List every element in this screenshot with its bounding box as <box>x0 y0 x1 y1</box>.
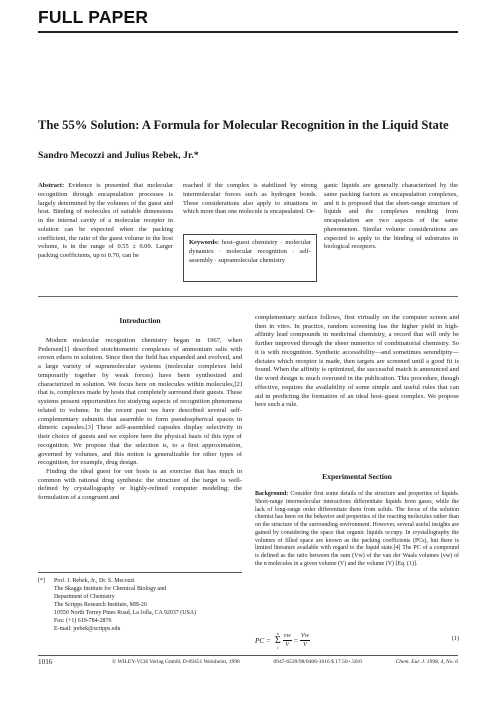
footnote-line: Fax: (+1) 619-784-2876 <box>54 618 112 624</box>
abstract-text-1: Evidence is presented that molecular recognition through encapsulation processes is largely determined by the volumes of the guest and host. Binding of molecules of suitable dimensions in the internal cavity of a molecular receptor in solution can be expected when the packing coefficient, the ratio of the guest volume to the host volume, is in the range of 0.55 ± 0.09. Larger packing coefficients, up to 0.70, can be <box>38 182 173 259</box>
introduction-paragraph-1: Modern molecular recognition chemistry began in 1967, when Pedersen[1] described stoichiometric complexes of ammonium salts with crown ethers in solution. Since then the field has expanded and evolved, and a large variety of supramolecular systems (molecular complexes held temporarily together by weak forces) have been synthesized and characterized in solution. We focus here on molecules within molecules,[2] that is, complexes made by hosts that completely surround their guests. These systems present opportunities for studying aspects of recognition phenomena related to volume. In the recent past we have described several self-complementary subunits that assemble to form pseudospherical spaces in dimeric capsules.[3] These self-assembled capsules display selectivity in their choice of guests and we explore here the physical basis of this type of recognition. We propose that the selection is, to a first approximation, governed by volumes, and this notion is generalizable for other types of recognition, for example, drug design. <box>38 337 242 467</box>
author-footnote <box>38 577 242 633</box>
equation-1 <box>255 623 459 659</box>
footnote-line: 10550 North Torrey Pines Road, La Jolla, CA 92037 (USA) <box>54 610 197 616</box>
footnote-email: E-mail: jrebek@scripps.edu <box>54 626 121 632</box>
experimental-body <box>255 491 459 569</box>
fraction-2-numerator: Vw <box>300 632 310 639</box>
keywords-text: host–guest chemistry · molecular dynamics · molecular recognition · self-assembly · supramolecular chemistry <box>189 239 312 264</box>
footnote-line: The Scripps Research Institute, MB-26 <box>54 602 147 608</box>
footnote-line: Department of Chemistry <box>54 594 115 600</box>
summation-top: n <box>276 631 279 636</box>
footnote-mark: [*] <box>38 578 45 584</box>
fraction-1-denominator: V <box>285 641 290 648</box>
page-number: 1016 <box>38 658 53 666</box>
footnote-line: Prof. J. Rebek, Jr., Dr. S. Mecozzi <box>54 578 135 584</box>
article-authors: Sandro Mecozzi and Julius Rebek, Jr.* <box>38 150 199 161</box>
fraction-2-denominator: V <box>302 641 307 648</box>
abstract-text-2: reached if the complex is stabilized by strong intermolecular forces such as hydrogen bonds. These considerations also apply to situations in which more than one molecule is encapsulated. Or- <box>183 182 317 216</box>
experimental-heading: Experimental Section <box>322 472 392 481</box>
equation-lhs: PC = <box>255 636 271 645</box>
header-label: FULL PAPER <box>38 7 149 27</box>
header-rule <box>38 31 458 33</box>
fraction-2 <box>300 632 310 649</box>
footer-journal: Chem. Eur. J. 1998, 4, No. 6 <box>395 658 458 665</box>
summation-bottom: i <box>277 645 279 650</box>
abstract-text-3: ganic liquids are generally characterized by the same packing factors as encapsulation complexes, and it is proposed that the short-range structure of liquids and the complexes resulting from encapsulation are two aspects of the same phenomenon. Similar volume considerations are expected to apply to the binding of substrates in biological receptors. <box>324 182 458 251</box>
abstract-column-3 <box>324 182 458 252</box>
experimental-text: Consider first some details of the structure and properties of liquids. Short-range intermolecular interactions differentiate liquids from gases, while the lack of long-range order differentiate them from solids. The focus of the solution chemist has been on the behavior and properties of the reacting molecules rather than on the structure of the surrounding environment. However, several useful insights are gained by considering the space that organic liquids occupy. In crystallography the volumes of filled space are known as the packing coefficients (PCs), but there is limited literature available with regard to the liquid state.[4] The PC of a compound is defined as the ratio between the sum (Vw) of the van der Waals volumes (vw) of the n molecules in a given volume (V) and the volume (V) [Eq. (1)]. <box>255 491 459 567</box>
introduction-paragraph-2: Finding the ideal guest for our hosts is an exercise that has much in common with rational drug synthesis: the structure of the target is well-defined by crystallography or highly-refined computer modeling; the formulation of a congruent and <box>38 468 242 502</box>
summation-symbol <box>275 631 281 650</box>
abstract-column-2 <box>183 182 317 217</box>
equation-equals: = <box>293 636 298 645</box>
footer-issn: 0947-6539/98/0406-1016 $ 17.50+.50/0 <box>273 658 362 665</box>
right-column-paragraph: complementary surface follows, first virtually on the computer screen and then in vitro. In practice, random screening has the higher yield in high-affinity lead compounds in medicinal chemistry, a record that will only be further improved through the sheer numerics of combinatorial chemistry. So it is with recognition. Synthetic accessibility—and sometimes serendipity—dictates which receptor is made, then targets are screened until a good fit is found. When the affinity is optimized, the successful match is announced and the word design is much overused in the publication. This procedure, though effective, requires the availability of some simple and useful rules that can aid in predicting the formation of an ideal host–guest complex. We propose here such a rule. <box>255 314 459 409</box>
fraction-1 <box>283 632 292 649</box>
abstract-label: Abstract: <box>38 182 65 189</box>
fraction-1-numerator: vw <box>283 632 291 639</box>
footer-info <box>112 659 458 665</box>
footnote-line: The Skaggs Institute for Chemical Biology and <box>54 586 167 592</box>
right-column-body <box>255 314 459 410</box>
footnote-rule <box>38 572 242 573</box>
keywords-box <box>183 234 317 282</box>
introduction-heading: Introduction <box>119 316 161 325</box>
experimental-label: Background: <box>255 491 289 497</box>
footnote-lines <box>54 577 242 633</box>
article-title: The 55% Solution: A Formula for Molecular Recognition in the Liquid State <box>38 118 449 132</box>
footer-publisher: © WILEY-VCH Verlag GmbH, D-69451 Weinheim, 1998 <box>112 658 240 665</box>
introduction-body <box>38 337 242 503</box>
sigma-glyph: Σ <box>274 635 281 646</box>
section-divider <box>38 296 458 297</box>
abstract-column-1 <box>38 182 173 261</box>
footer-rule <box>38 655 458 656</box>
equation-number: (1) <box>451 635 459 642</box>
keywords-label: Keywords: <box>189 239 220 246</box>
